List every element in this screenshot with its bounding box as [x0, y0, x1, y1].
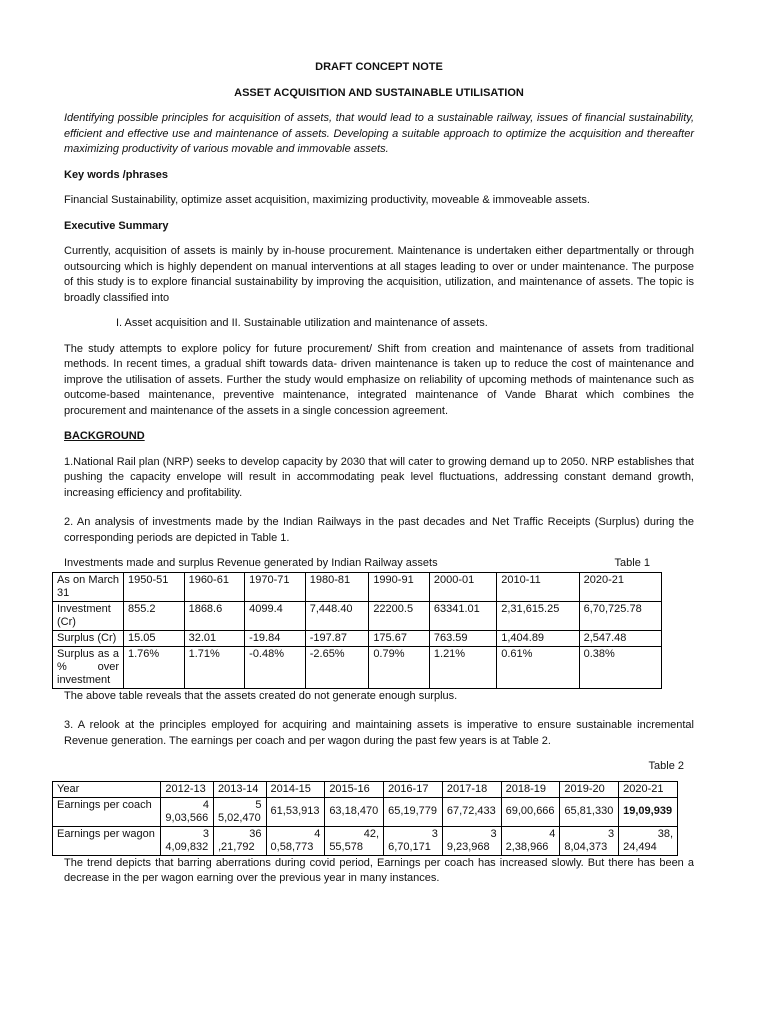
- investment-surplus-table: [52, 572, 662, 689]
- background-paragraph-1: 1.National Rail plan (NRP) seeks to develop capacity by 2030 that will cater to growing demand up to 2050. NRP establishes that pushing the capacity envelope will result in accommodating peak level fluctuations, addressing constant demand growth, increasing efficiency and profitability.: [64, 455, 694, 499]
- table1-cell: 2,31,615.25: [497, 601, 579, 630]
- table2-cell-bottom: 9,23,968: [446, 840, 490, 853]
- executive-summary-list: I. Asset acquisition and II. Sustainable utilization and maintenance of assets.: [116, 317, 488, 329]
- table1-cell: 15.05: [124, 630, 185, 646]
- table2-cell-bottom: 65,81,330: [564, 805, 614, 817]
- earnings-table: [52, 781, 678, 856]
- table2-cell: [325, 826, 384, 855]
- table1-row-surplus: [53, 630, 662, 646]
- table2-header-cell: 2015-16: [325, 781, 384, 797]
- table1-header-row: [53, 572, 662, 601]
- table2-cell-bottom: 19,09,939: [623, 805, 673, 817]
- table1-cell: 4099.4: [245, 601, 306, 630]
- table1-cell: Investment (Cr): [53, 601, 124, 630]
- background-heading: BACKGROUND: [64, 430, 145, 442]
- table1-remark: The above table reveals that the assets created do not generate enough surplus.: [64, 689, 458, 702]
- table2-cell-bottom: 69,00,666: [505, 805, 555, 817]
- background-paragraph-3: 3. A relook at the principles employed for acquiring and maintaining assets is imperative to ensure sustainable incremental Revenue generation. The earnings per coach and per wagon during the past few years is at Table 2.: [64, 719, 694, 747]
- table1-cell: 175.67: [369, 630, 430, 646]
- table2-cell-top: 38,: [657, 827, 673, 840]
- table1-header-cell: 1970-71: [245, 572, 306, 601]
- table1-cell: 1.76%: [124, 646, 185, 688]
- table2-cell-bottom: 55,578: [329, 840, 363, 853]
- table1-label: Table 1: [614, 557, 650, 569]
- table2-header-cell: 2020-21: [619, 781, 678, 797]
- table1-cell: 7,448.40: [305, 601, 369, 630]
- table2-cell: [384, 826, 443, 855]
- table1-cell: 855.2: [124, 601, 185, 630]
- keywords-heading: Key words /phrases: [64, 168, 168, 181]
- table1-cell: -0.48%: [245, 646, 306, 688]
- table2-cell-bottom: 6,70,171: [388, 840, 431, 853]
- table2-cell-bottom: 65,19,779: [388, 805, 438, 817]
- table2-cell: [501, 797, 560, 826]
- table1-cell: 63341.01: [429, 601, 496, 630]
- table1-header-cell: 2020-21: [579, 572, 661, 601]
- table1-caption: Investments made and surplus Revenue generated by Indian Railway assets: [64, 557, 438, 569]
- table2-cell-bottom: 8,04,373: [564, 840, 608, 853]
- table1-cell: 763.59: [429, 630, 496, 646]
- table2-header-cell: Year: [53, 781, 161, 797]
- table2-cell: [266, 826, 325, 855]
- table2-header-cell: 2012-13: [161, 781, 214, 797]
- table1-header-cell: 2000-01: [429, 572, 496, 601]
- table2-row-label: Earnings per wagon: [53, 826, 161, 855]
- table2-cell-bottom: 63,18,470: [329, 805, 379, 817]
- table2-cell-bottom: 61,53,913: [270, 805, 320, 817]
- table2-cell: [442, 826, 501, 855]
- table2-cell: [384, 797, 443, 826]
- table2-cell-top: 5: [255, 798, 262, 811]
- table2-cell-top: 4: [314, 827, 321, 840]
- table2-header-row: [53, 781, 678, 797]
- table2-cell-bottom: ,21,792: [217, 840, 255, 853]
- table1-cell: 32.01: [184, 630, 245, 646]
- table2-cell-top: 3: [431, 827, 438, 840]
- table1-header-cell: 2010-11: [497, 572, 579, 601]
- keywords-text: Financial Sustainability, optimize asset acquisition, maximizing productivity, moveable & immoveable assets.: [64, 194, 590, 206]
- table2-header-cell: 2014-15: [266, 781, 325, 797]
- table2-cell: [161, 797, 214, 826]
- table2-cell: [619, 797, 678, 826]
- table2-cell: [560, 826, 619, 855]
- table2-cell-top: 4: [549, 827, 556, 840]
- table2-row-wagon: [53, 826, 678, 855]
- table1-header-cell: 1960-61: [184, 572, 245, 601]
- table1-cell: 0.38%: [579, 646, 661, 688]
- table2-header-cell: 2013-14: [213, 781, 266, 797]
- table2-cell-top: 4: [202, 798, 209, 811]
- table1-header-cell: 1980-81: [305, 572, 369, 601]
- table2-cell-bottom: 5,02,470: [217, 811, 261, 824]
- executive-summary-paragraph-1: Currently, acquisition of assets is mainly by in-house procurement. Maintenance is undertaken either departmentally or through outsourcing which is highly dependent on manual interventions at all stages leading to over or under maintenance. The purpose of this study is to explore financial sustainability by improving the acquisition, utilization, and maintenance of assets. The topic is broadly classified into: [64, 245, 694, 304]
- table2-cell-bottom: 2,38,966: [505, 840, 549, 853]
- executive-summary-paragraph-2: The study attempts to explore policy for future procurement/ Shift from creation and maintenance of assets from traditional methods. In recent times, a gradual shift towards data- driven maintenance is taken up to reduce the cost of maintenance and improve the utilisation of assets. Further the study would emphasize on reliability of upcoming methods of maintenance such as outcome-based maintenance, preventive maintenance, integrated maintenance of Vande Bharat which combines the procurement and maintenance of the assets in a single concession agreement.: [64, 342, 694, 417]
- table2-cell-bottom: 0,58,773: [270, 840, 314, 853]
- table2-cell: [325, 797, 384, 826]
- table1-cell: 0.79%: [369, 646, 430, 688]
- table1-cell: 0.61%: [497, 646, 579, 688]
- table1-cell: 1868.6: [184, 601, 245, 630]
- table1-cell: 2,547.48: [579, 630, 661, 646]
- table2-cell: [442, 797, 501, 826]
- conclusion-paragraph: The trend depicts that barring aberrations during covid period, Earnings per coach has increased slowly. But there has been a decrease in the per wagon earning over the previous year in many instances.: [64, 856, 694, 884]
- table2-header-cell: 2018-19: [501, 781, 560, 797]
- table1-cell: -19.84: [245, 630, 306, 646]
- table2-cell-bottom: 24,494: [623, 840, 657, 853]
- table2-cell-bottom: 9,03,566: [165, 811, 209, 824]
- table2-cell-top: 3: [202, 827, 209, 840]
- table2-cell-top: 36: [249, 827, 262, 840]
- table2-row-label: Earnings per coach: [53, 797, 161, 826]
- table1-cell: 22200.5: [369, 601, 430, 630]
- table1-row-investment: [53, 601, 662, 630]
- table1-header-cell: 1990-91: [369, 572, 430, 601]
- table1-cell: 1.21%: [429, 646, 496, 688]
- table2-cell: [213, 826, 266, 855]
- table2-cell: [213, 797, 266, 826]
- abstract: Identifying possible principles for acquisition of assets, that would lead to a sustainable railway, issues of financial sustainability, efficient and effective use and maintenance of assets. Developing a suitable approach to optimize the acquisition and thereafter maximizing productivity of various movable and immovable assets.: [64, 112, 694, 155]
- executive-summary-heading: Executive Summary: [64, 219, 169, 232]
- table2-cell: [161, 826, 214, 855]
- table2-cell: [501, 826, 560, 855]
- background-paragraph-2: 2. An analysis of investments made by the Indian Railways in the past decades and Net Traffic Receipts (Surplus) during the corresponding periods are depicted in Table 1.: [64, 516, 694, 544]
- table2-header-cell: 2019-20: [560, 781, 619, 797]
- table2-row-coach: [53, 797, 678, 826]
- table1-cell: 6,70,725.78: [579, 601, 661, 630]
- document-title: DRAFT CONCEPT NOTE: [315, 61, 443, 73]
- table2-cell-top: 42,: [363, 827, 380, 840]
- table1-header-cell: 1950-51: [124, 572, 185, 601]
- table1-cell: -197.87: [305, 630, 369, 646]
- table1-cell: 1.71%: [184, 646, 245, 688]
- table1-cell: -2.65%: [305, 646, 369, 688]
- table1-caption-row: [64, 556, 694, 572]
- document-subtitle: ASSET ACQUISITION AND SUSTAINABLE UTILISATION: [234, 86, 524, 99]
- table2-cell-bottom: 67,72,433: [446, 805, 496, 817]
- table2-cell-top: 3: [490, 827, 497, 840]
- table2-header-cell: 2017-18: [442, 781, 501, 797]
- table2-cell: [560, 797, 619, 826]
- table2-cell-top: 3: [608, 827, 615, 840]
- table2-cell: [266, 797, 325, 826]
- table2-cell-bottom: 4,09,832: [165, 840, 209, 853]
- table1-cell: Surplus as a % over investment: [53, 646, 124, 688]
- table1-row-surplus-percent: [53, 646, 662, 688]
- table1-cell: 1,404.89: [497, 630, 579, 646]
- table2-header-cell: 2016-17: [384, 781, 443, 797]
- table2-cell: [619, 826, 678, 855]
- table1-header-cell: As on March 31: [53, 572, 124, 601]
- table1-cell: Surplus (Cr): [53, 630, 124, 646]
- table2-label: Table 2: [648, 760, 684, 772]
